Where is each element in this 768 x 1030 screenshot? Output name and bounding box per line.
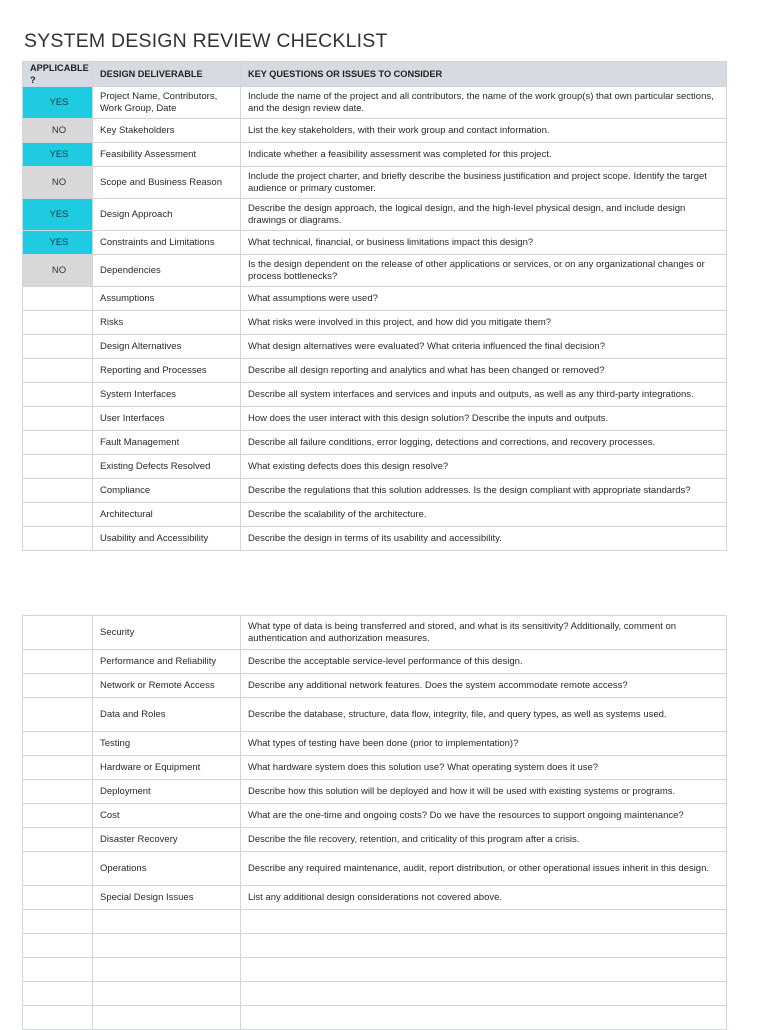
question-cell: How does the user interact with this design solution? Describe the inputs and outputs. [241,407,727,431]
deliverable-cell: Fault Management [93,431,241,455]
applicable-cell[interactable]: YES [23,199,93,231]
question-cell: List any additional design considerations not covered above. [241,886,727,910]
applicable-cell[interactable] [23,828,93,852]
header-row [23,62,727,87]
applicable-cell[interactable] [23,287,93,311]
question-cell: What design alternatives were evaluated? What criteria influenced the final decision? [241,335,727,359]
question-cell: Describe all design reporting and analytics and what has been changed or removed? [241,359,727,383]
deliverable-cell [93,1006,241,1030]
applicable-cell[interactable] [23,780,93,804]
question-cell: Describe the design approach, the logical design, and the high-level physical design, and include design drawings or diagrams. [241,199,727,231]
applicable-cell[interactable]: YES [23,87,93,119]
question-cell: What type of data is being transferred and stored, and what is its sensitivity? Additionally, comment on authentication and authorization measures. [241,616,727,650]
question-cell: Describe the regulations that this solution addresses. Is the design compliant with appropriate standards? [241,479,727,503]
applicable-cell[interactable] [23,732,93,756]
table-row [23,698,727,732]
deliverable-cell: Scope and Business Reason [93,167,241,199]
applicable-cell[interactable] [23,527,93,551]
question-cell: Include the name of the project and all contributors, the name of the work group(s) that own particular sections, and the design review date. [241,87,727,119]
question-cell: What assumptions were used? [241,287,727,311]
deliverable-cell: System Interfaces [93,383,241,407]
deliverable-cell: Performance and Reliability [93,650,241,674]
applicable-cell[interactable] [23,910,93,934]
header-applicable: APPLICABLE ? [23,62,93,87]
deliverable-cell: Compliance [93,479,241,503]
table-row [23,732,727,756]
question-cell: What are the one-time and ongoing costs? Do we have the resources to support ongoing maintenance? [241,804,727,828]
question-cell: Describe all failure conditions, error logging, detections and corrections, and recovery processes. [241,431,727,455]
table-row [23,828,727,852]
deliverable-cell: Risks [93,311,241,335]
applicable-cell[interactable] [23,650,93,674]
deliverable-cell: Network or Remote Access [93,674,241,698]
question-cell: Include the project charter, and briefly describe the business justification and project scope. Identify the target audience or primary customer. [241,167,727,199]
table-row [23,87,727,119]
question-cell [241,958,727,982]
deliverable-cell: Assumptions [93,287,241,311]
question-cell: Describe all system interfaces and services and inputs and outputs, as well as any third-party integrations. [241,383,727,407]
deliverable-cell: Cost [93,804,241,828]
table-row [23,650,727,674]
table-row [23,780,727,804]
question-cell: Describe the database, structure, data flow, integrity, file, and query types, as well as systems used. [241,698,727,732]
applicable-cell[interactable] [23,359,93,383]
deliverable-cell: Constraints and Limitations [93,231,241,255]
applicable-cell[interactable] [23,455,93,479]
table-row [23,231,727,255]
question-cell [241,934,727,958]
question-cell: What existing defects does this design resolve? [241,455,727,479]
deliverable-cell: Architectural [93,503,241,527]
header-deliverable: DESIGN DELIVERABLE [93,62,241,87]
applicable-cell[interactable] [23,934,93,958]
deliverable-cell: Special Design Issues [93,886,241,910]
question-cell: Describe the file recovery, retention, and criticality of this program after a crisis. [241,828,727,852]
header-questions: KEY QUESTIONS OR ISSUES TO CONSIDER [241,62,727,87]
applicable-cell[interactable]: NO [23,255,93,287]
table-row [23,311,727,335]
applicable-cell[interactable] [23,1006,93,1030]
applicable-cell[interactable] [23,982,93,1006]
applicable-cell[interactable] [23,698,93,732]
applicable-cell[interactable] [23,886,93,910]
table-row [23,1006,727,1030]
checklist-table-1 [22,61,727,551]
deliverable-cell [93,910,241,934]
applicable-cell[interactable]: YES [23,231,93,255]
question-cell: Describe the design in terms of its usability and accessibility. [241,527,727,551]
question-cell: What technical, financial, or business limitations impact this design? [241,231,727,255]
deliverable-cell [93,982,241,1006]
table-row [23,479,727,503]
applicable-cell[interactable] [23,958,93,982]
deliverable-cell [93,934,241,958]
deliverable-cell: Deployment [93,780,241,804]
question-cell: Is the design dependent on the release of other applications or services, or on any organizational changes or process bottlenecks? [241,255,727,287]
applicable-cell[interactable] [23,431,93,455]
page-title: SYSTEM DESIGN REVIEW CHECKLIST [24,30,388,52]
table-row [23,287,727,311]
table-row [23,199,727,231]
deliverable-cell: Data and Roles [93,698,241,732]
question-cell: Describe how this solution will be deployed and how it will be used with existing systems or programs. [241,780,727,804]
deliverable-cell: Dependencies [93,255,241,287]
table-row [23,674,727,698]
table-row [23,383,727,407]
question-cell: Describe any additional network features. Does the system accommodate remote access? [241,674,727,698]
question-cell: What types of testing have been done (prior to implementation)? [241,732,727,756]
table-row [23,910,727,934]
table-row [23,431,727,455]
deliverable-cell: Project Name, Contributors, Work Group, Date [93,87,241,119]
table-row [23,407,727,431]
table-row [23,958,727,982]
deliverable-cell: Reporting and Processes [93,359,241,383]
deliverable-cell: User Interfaces [93,407,241,431]
deliverable-cell: Operations [93,852,241,886]
question-cell [241,982,727,1006]
deliverable-cell: Hardware or Equipment [93,756,241,780]
table-row [23,143,727,167]
applicable-cell[interactable] [23,616,93,650]
table-row [23,616,727,650]
table-row [23,335,727,359]
applicable-cell[interactable]: YES [23,143,93,167]
applicable-cell[interactable] [23,311,93,335]
table-row [23,119,727,143]
table-row [23,852,727,886]
applicable-cell[interactable] [23,503,93,527]
checklist-table-2 [22,615,727,1030]
table-row [23,934,727,958]
deliverable-cell: Design Approach [93,199,241,231]
applicable-cell[interactable]: NO [23,167,93,199]
applicable-cell[interactable]: NO [23,119,93,143]
question-cell [241,1006,727,1030]
applicable-cell[interactable] [23,756,93,780]
applicable-cell[interactable] [23,383,93,407]
deliverable-cell: Security [93,616,241,650]
question-cell: List the key stakeholders, with their work group and contact information. [241,119,727,143]
table-row [23,756,727,780]
table-row [23,167,727,199]
question-cell: Describe the acceptable service-level performance of this design. [241,650,727,674]
deliverable-cell: Testing [93,732,241,756]
applicable-cell[interactable] [23,479,93,503]
applicable-cell[interactable] [23,674,93,698]
deliverable-cell: Key Stakeholders [93,119,241,143]
deliverable-cell: Existing Defects Resolved [93,455,241,479]
table-row [23,886,727,910]
question-cell: Describe any required maintenance, audit, report distribution, or other operational issues inherit in this design. [241,852,727,886]
table-row [23,359,727,383]
deliverable-cell: Design Alternatives [93,335,241,359]
question-cell [241,910,727,934]
question-cell: Indicate whether a feasibility assessment was completed for this project. [241,143,727,167]
table-row [23,982,727,1006]
question-cell: What hardware system does this solution use? What operating system does it use? [241,756,727,780]
table-row [23,255,727,287]
applicable-cell[interactable] [23,804,93,828]
deliverable-cell [93,958,241,982]
table-row [23,804,727,828]
question-cell: Describe the scalability of the architecture. [241,503,727,527]
table-row [23,455,727,479]
deliverable-cell: Feasibility Assessment [93,143,241,167]
table-row [23,503,727,527]
table-row [23,527,727,551]
applicable-cell[interactable] [23,852,93,886]
applicable-cell[interactable] [23,335,93,359]
deliverable-cell: Disaster Recovery [93,828,241,852]
applicable-cell[interactable] [23,407,93,431]
question-cell: What risks were involved in this project, and how did you mitigate them? [241,311,727,335]
deliverable-cell: Usability and Accessibility [93,527,241,551]
